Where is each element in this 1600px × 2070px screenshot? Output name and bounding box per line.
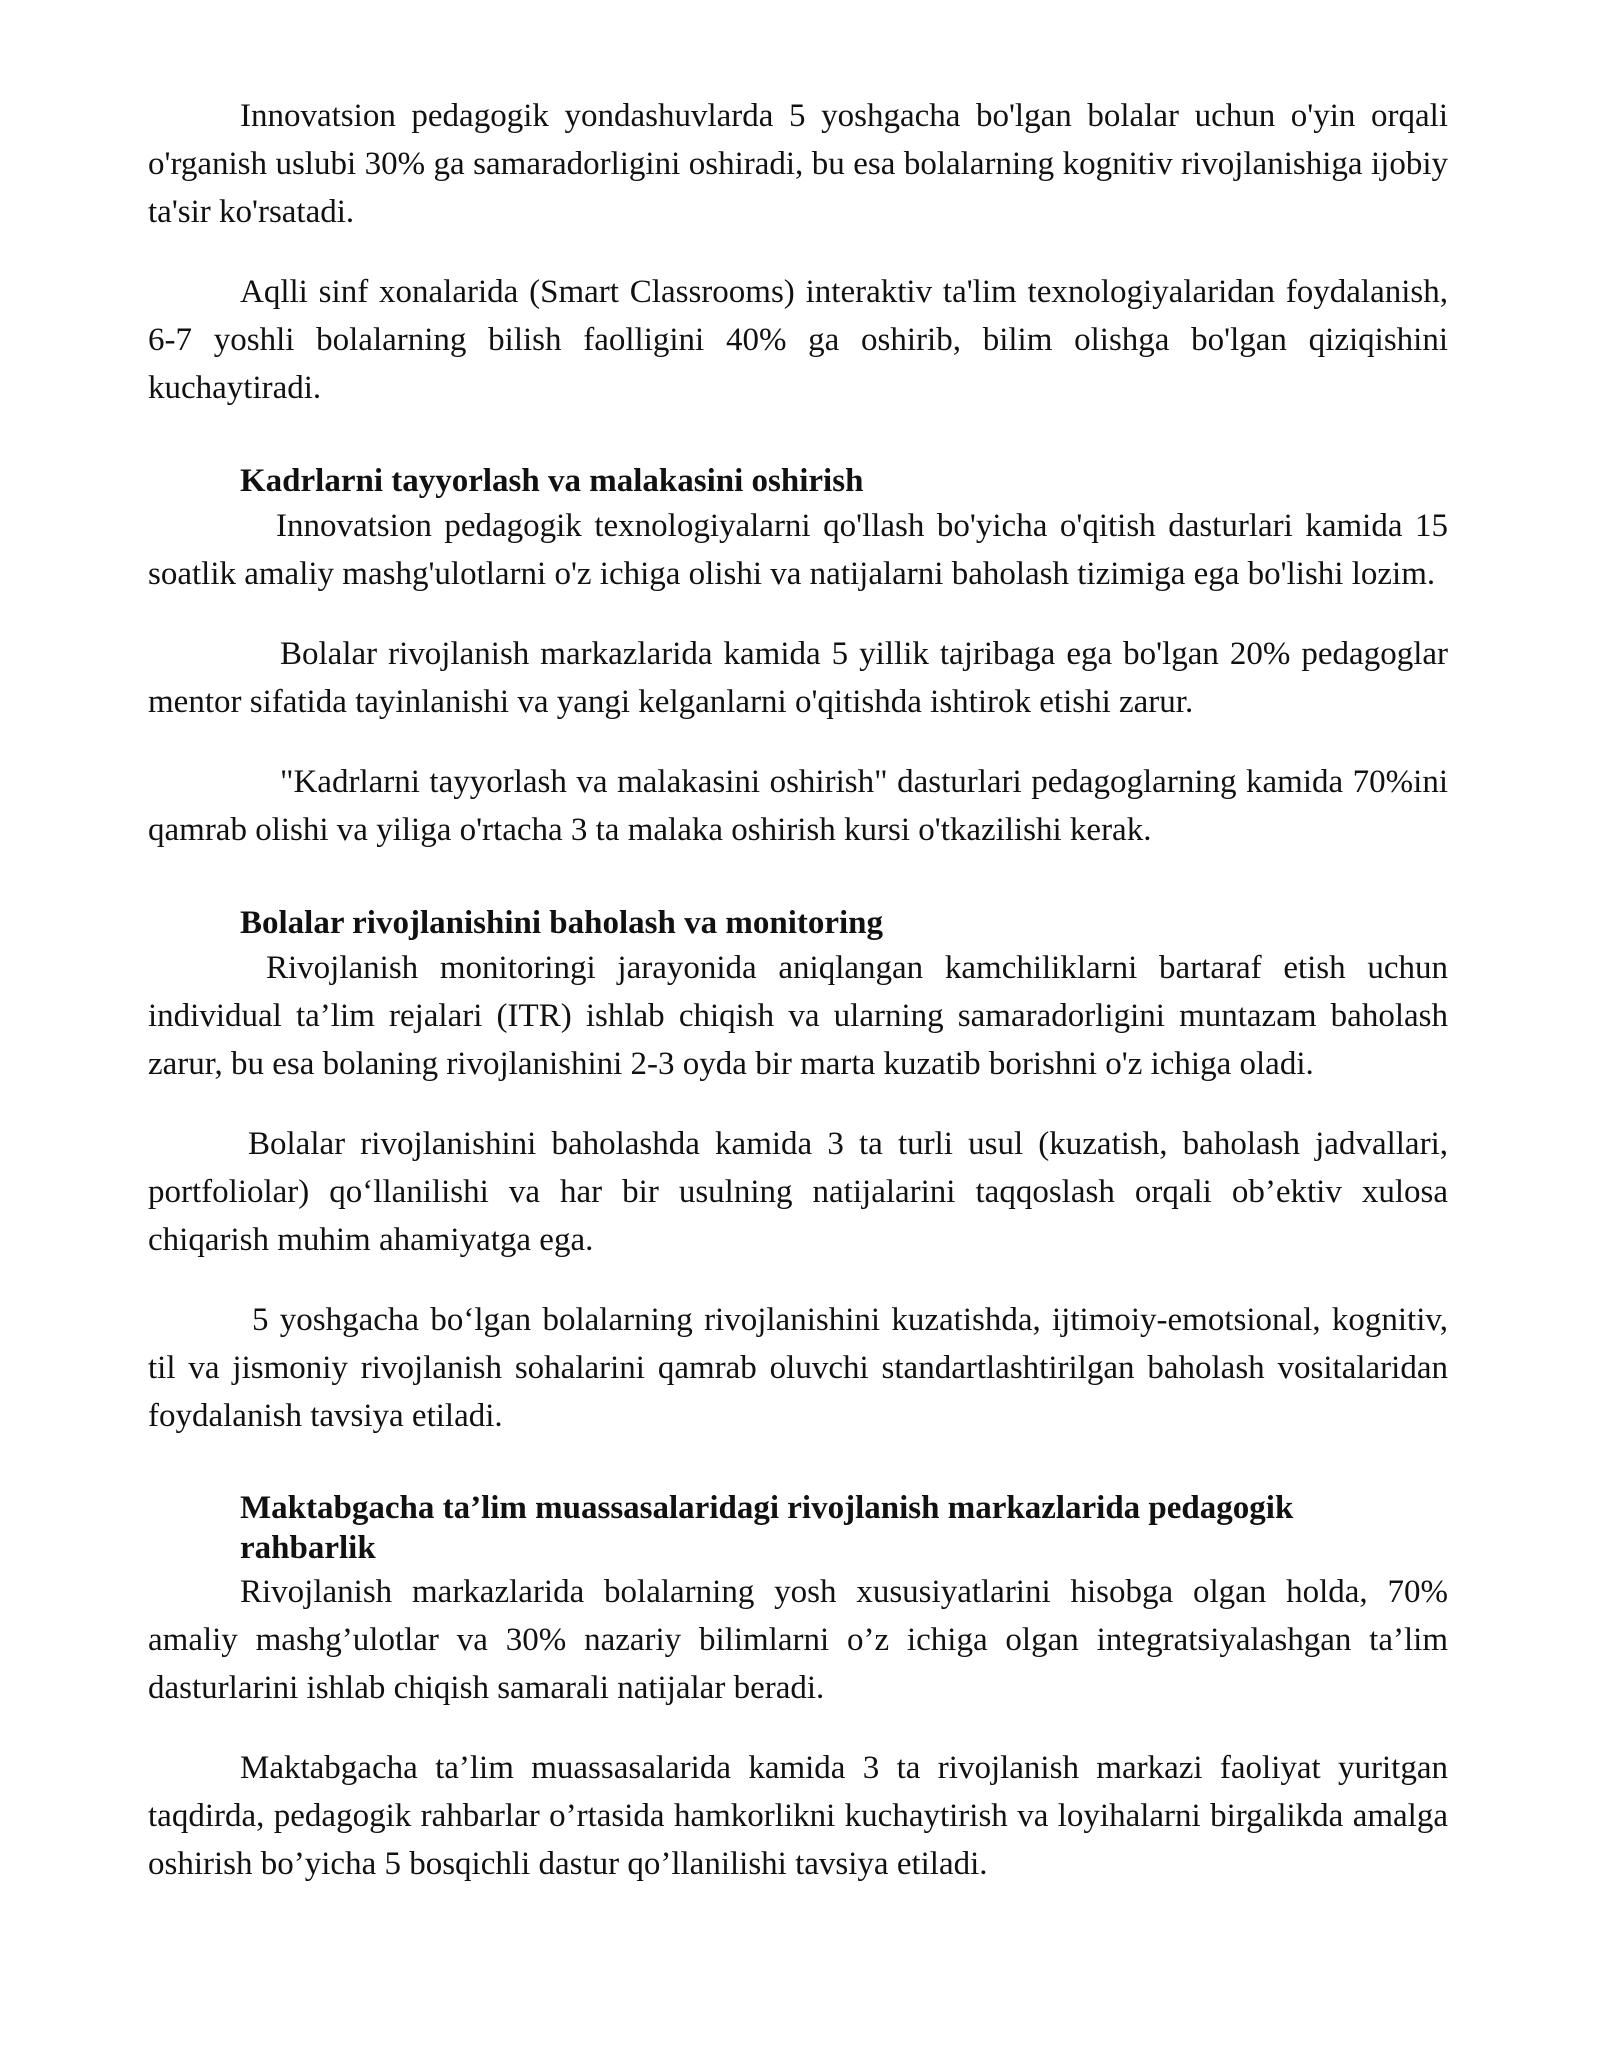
- paragraph-integrated-programs: Rivojlanish markazlarida bolalarning yosh xususiyatlarini hisobga olgan holda, 70% amaliy mashg’ulotlar va 30% nazariy bilimlarni o’z ichiga olgan integratsiyalashgan ta’lim dasturlarini ishlab chiqish samarali natijalar beradi.: [148, 1574, 1448, 1706]
- document-page: [148, 92, 1448, 1888]
- paragraph-qualification-courses: "Kadrlarni tayyorlash va malakasini oshirish" dasturlari pedagoglarning kamida 70%ini qamrab olishi va yiliga o'rtacha 3 ta malaka oshirish kursi o'tkazilishi kerak.: [148, 764, 1448, 848]
- paragraph-standardized-tools: 5 yoshgacha bo‘lgan bolalarning rivojlanishini kuzatishda, ijtimoiy-emotsional, kognitiv, til va jismoniy rivojlanish sohalarini qamrab oluvchi standartlashtirilgan baholash vositalaridan foydalanish tavsiya etiladi.: [148, 1302, 1448, 1434]
- paragraph-training-programs: Innovatsion pedagogik texnologiyalarni qo'llash bo'yicha o'qitish dasturlari kamida 15 soatlik amaliy mashg'ulotlarni o'z ichiga olishi va natijalarni baholash tizimiga ega bo'lishi lozim.: [148, 508, 1448, 592]
- section-heading-assessment-monitoring: Bolalar rivojlanishini baholash va monitoring: [240, 905, 884, 941]
- paragraph-play-based-learning: Innovatsion pedagogik yondashuvlarda 5 yoshgacha bo'lgan bolalar uchun o'yin orqali o'rganish uslubi 30% ga samaradorligini oshiradi, bu esa bolalarning kognitiv rivojlanishiga ijobiy ta'sir ko'rsatadi.: [148, 98, 1448, 230]
- section-heading-staff-training: Kadrlarni tayyorlash va malakasini oshirish: [240, 463, 864, 499]
- paragraph-assessment-methods: Bolalar rivojlanishini baholashda kamida 3 ta turli usul (kuzatish, baholash jadvallari, portfoliolar) qo‘llanilishi va har bir usulning natijalarini taqqoslash orqali ob’ektiv xulosa chiqarish muhim ahamiyatga ega.: [148, 1126, 1448, 1258]
- section-heading-pedagogical-leadership: Maktabgacha ta’lim muassasalaridagi rivojlanish markazlarida pedagogik rahbarlik: [240, 1490, 1294, 1566]
- paragraph-five-stage-program: Maktabgacha ta’lim muassasalarida kamida 3 ta rivojlanish markazi faoliyat yuritgan taqdirda, pedagogik rahbarlar o’rtasida hamkorlikni kuchaytirish va loyihalarni birgalikda amalga oshirish bo’yicha 5 bosqichli dastur qo’llanilishi tavsiya etiladi.: [148, 1750, 1448, 1882]
- paragraph-mentors: Bolalar rivojlanish markazlarida kamida 5 yillik tajribaga ega bo'lgan 20% pedagoglar mentor sifatida tayinlanishi va yangi kelganlarni o'qitishda ishtirok etishi zarur.: [148, 636, 1448, 720]
- paragraph-individual-plans: Rivojlanish monitoringi jarayonida aniqlangan kamchiliklarni bartaraf etish uchun individual ta’lim rejalari (ITR) ishlab chiqish va ularning samaradorligini muntazam baholash zarur, bu esa bolaning rivojlanishini 2-3 oyda bir marta kuzatib borishni o'z ichiga oladi.: [148, 950, 1448, 1082]
- paragraph-smart-classrooms: Aqlli sinf xonalarida (Smart Classrooms) interaktiv ta'lim texnologiyalaridan foydalanish, 6-7 yoshli bolalarning bilish faolligini 40% ga oshirib, bilim olishga bo'lgan qiziqishini kuchaytiradi.: [148, 274, 1448, 406]
